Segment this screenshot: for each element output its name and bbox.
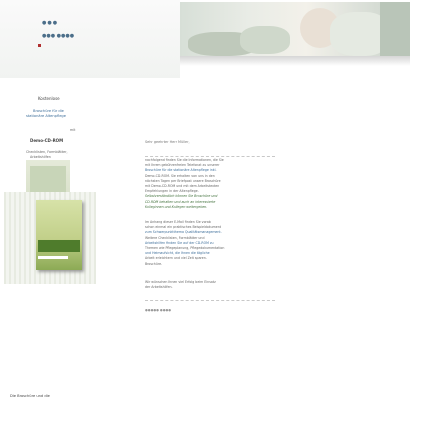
para2-line: schon einmal ein praktisches Beispieldokument	[145, 225, 221, 230]
logo-subtext: ●●● ●●●●	[42, 33, 75, 39]
cd-title: Demo-CD-ROM	[30, 138, 64, 143]
para2-line: Arbeitshilfen finden Sie auf der CD-ROM zu	[145, 240, 214, 245]
cd-text-line1: Checklisten, Formblätter,	[26, 150, 68, 154]
header-photo	[180, 2, 410, 56]
sidebar-bottom-text: Die Broschüre und die	[10, 394, 50, 398]
para2-line: Arbeit erleichtern und viel Zeit sparen.	[145, 256, 207, 261]
logo-mark-icon	[38, 44, 41, 47]
para2-line: Themen wie Pflegeplanung, Pflegedokumentation	[145, 246, 225, 251]
divider	[145, 156, 275, 157]
signature: ●●●●● ●●●●	[145, 308, 172, 312]
para1-line: CD-ROM behalten und auch an interessierte	[145, 199, 216, 204]
para2-line: Weitere Checklisten, Formblätter und	[145, 235, 205, 240]
para1-line: mit Demo-CD-ROM und mit dem Arbeitstexten	[145, 184, 220, 189]
cd-text-line2: Arbeitshilfen	[30, 155, 51, 159]
para1-line: nachfolgend finden Sie die Informationen, die Sie	[145, 158, 224, 162]
closing-line: der Arbeitshilfen.	[145, 285, 173, 290]
paragraph-1	[145, 158, 275, 210]
greeting: Sehr geehrter Herr Müller,	[145, 140, 190, 144]
closing-line: Wir wünschen Ihnen viel Erfolg beim Einsatz	[145, 280, 216, 284]
para1-line: Demo-CD-ROM. Sie erhalten von uns in den	[145, 173, 215, 178]
para1-line: Selbstverständlich können Sie Broschüre und	[145, 194, 218, 199]
para2-line: und Heimaufsicht, die Ihnen die tägliche	[145, 251, 210, 256]
header-logo-area	[0, 0, 180, 78]
para2-line: Im Anhang dieser E-Mail finden Sie vorab	[145, 220, 211, 224]
header-banner	[0, 0, 442, 78]
closing-paragraph	[145, 280, 275, 290]
paragraph-2	[145, 220, 275, 267]
cd-product-image[interactable]	[4, 192, 96, 284]
para2-line: zum Schwerpunktthema Qualitätsmanagement.	[145, 230, 222, 235]
brochure-title-line2[interactable]: stationäre Altenpflege	[26, 114, 66, 118]
para1-line: nächsten Tagen per Briefpost unsere Broschüre	[145, 178, 221, 183]
para1-line: Kolleginnen und Kollegen weitergeben.	[145, 204, 208, 209]
para1-line: mit Ihrem gebührenfreien Telefonat zu unserer	[145, 163, 220, 168]
para1-line: Empfehlungen in der Altenpflege.	[145, 189, 199, 194]
brochure-sub: mit	[70, 128, 76, 132]
divider	[145, 300, 275, 301]
photo-shadow	[180, 56, 410, 66]
brochure-section-title: Kostenlose	[38, 96, 60, 101]
brochure-title-line1[interactable]: Broschüre für die	[33, 109, 64, 113]
logo-text: ●●●	[42, 20, 59, 26]
para1-line: Broschüre für die stationäre Altenpflege inkl.	[145, 168, 217, 173]
para2-line: Broschüre.	[145, 261, 163, 266]
